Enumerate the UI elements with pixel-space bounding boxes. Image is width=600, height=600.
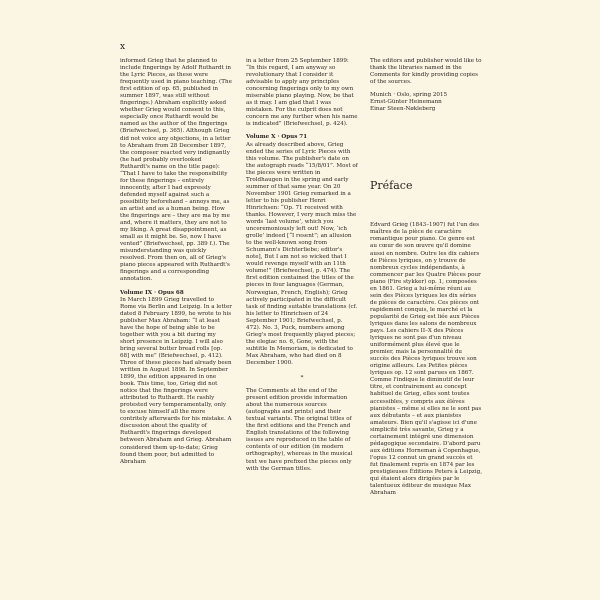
column-left xyxy=(120,58,232,466)
paragraph-acknowledgement: The editors and publisher would like to thank the libraries named in the Comments for kindly providing copies of the sources. xyxy=(370,58,482,86)
paragraph-comments: The Comments at the end of the present edition provide information about the numerous sources (autographs and prints) and their textual variants. The original titles of the first editions and the French and English translations of the following issues are reproduced in the table of contents of our edition (in modern orthography), whereas in the musical text we have prefixed the pieces only with the German titles. xyxy=(246,388,353,472)
paragraph-ruthardt-fingerings: informed Grieg that he planned to include fingerings by Adolf Ruthardt in the Lyric Pieces, as these were frequently used in piano teaching. (The first edition of op. 65, published in summer 1897, was still without fingerings.) Abraham explicitly asked whether Grieg would consent to this, especially once Ruthardt would be named as the author of the fingerings (Briefwechsel, p. 365). Although Grieg did not voice any objections, in a letter to Abraham from 28 December 1897, the composer reacted very indignantly (he had probably overlooked Ruthardt's name on the title page): “That I have to take the responsibility for these fingerings – entirely innocently, after I had expressly defended myself against such a possibility beforehand – annoys me, as an artist and as a human being. How the fingerings are – they are ma by me and, where it matters, they are not to my liking. A great disappointment, as small as it might be. So, now I have vented” (Briefwechsel, pp. 389 f.). The misunderstanding was quickly resolved. From then on, all of Grieg's piano pieces appeared with Ruthardt's fingerings and a corresponding annotation. xyxy=(120,58,232,283)
heading-volume-ix: Volume IX · Opus 68 xyxy=(120,289,184,296)
paragraph-preface-french: Edvard Grieg (1843–1907) fut l'un des maîtres de la pièce de caractère romantique pour piano. Ce genre est au cœur de son œuvre qu'il domine aussi en nombre. Outre les dix cahiers de Pièces lyriques, on y trouve de nombreux cycles indépendants, à commencer par les Quatre Pièces pour piano (Fire stykker) op. 1, composées en 1861. Grieg a lui-même réuni au sein des Pièces lyriques les dix séries de pièces de caractère. Ces pièces ont rapidement conquis, le marché et la popularité de Grieg est liée aux Pièces lyriques dans les salons de nombreux pays. Les cahiers II–X des Pièces lyriques ne sont pas d'un niveau uniformément plus élevé que le premier, mais la personnalité du succès des Pièces lyriques trouve son origine ailleurs. Les Petites pièces lyriques op. 12 sont parues en 1867. Comme l'indique le diminutif de leur titre, et contrairement au concept habituel de Grieg, elles sont toutes accessibles, y compris aux élèves pianistes – même si elles ne le sont pas aux débutants – et aux pianistes amateurs. Bien qu'il s'agisse ici d'une simplicité très savante, Grieg y a certainement intégré une dimension pédagogique secondaire. D'abord paru aux éditions Horneman à Copenhague, l'opus 12 connut un grand succès et fut finalement repris en 1874 par les prestigieuses Éditions Peters à Leipzig, qui étaient alors dirigées par le talentueux éditeur de musique Max Abraham xyxy=(370,222,483,497)
paragraph-letter-1899: in a letter from 25 September 1899: “In this regard, I am anyway so revolutionary that I consider it advisable to apply any principles concerning fingerings only to my own miserable piano playing. Now, be that as it may. I am glad that I was mistaken. For the culprit does not concern me any further when his name is indicated” (Briefwechsel, p. 424). xyxy=(246,58,358,128)
column-middle xyxy=(246,58,358,473)
page-number: x xyxy=(120,42,126,52)
section-separator: * xyxy=(300,375,304,382)
heading-volume-x: Volume X · Opus 71 xyxy=(246,134,308,141)
paragraph-opus-71: As already described above, Grieg ended the series of Lyric Pieces with this volume. The publisher's date on the autograph reads “15/8/01”. Most of the pieces were written in Troldhaugen in the spring and early summer of that same year. On 20 November 1901 Grieg remarked in a letter to his publisher Henri Hinrichsen: “Op. 71 received with thanks. However, I very much miss the words ‘last volume’, which you unceremoniously left out! Now, ‘ich grolle’ indeed [“I resent”; an allusion to the well-known song from Schumann's Dichterliebe; editor's note], But I am not so wicked that I would revenge myself with an 11th volume!” (Briefwechsel, p. 474). The first edition contained the titles of the pieces in four languages (German, Norwegian, French, English); Grieg actively participated in the difficult task of finding suitable translations (cf. his letter to Hinrichsen of 24 September 1901; Briefwechsel, p. 472). No. 3, Puck, numbers among Grieg's most frequently played pieces; the elegiac no. 6, Gone, with the subtitle In Memoriam, is dedicated to Max Abraham, who had died on 8 December 1900. xyxy=(246,141,358,366)
preface-title: Préface xyxy=(370,179,413,193)
paragraph-opus-68: In March 1899 Grieg travelled to Rome via Berlin and Leipzig. In a letter dated 8 February 1899, he wrote to his publisher Max Abraham: “I at least have the hope of being able to be together with you a bit during my short presence in Leipzig. I will also bring several butter bread rolls [op. 68] with me” (Briefwechsel, p. 412). Three of these pieces had already been written in August 1898. In September 1899, the edition appeared in one book. This time, too, Grieg did not notice that the fingerings were attributed to Ruthardt. He rashly protested very temperamentally, only to excuse himself all the more contritely afterwards for his mistake. A discussion about the quality of Ruthardt's fingerings developed between Abraham and Grieg. Abraham considered them up-to-date; Grieg found them poor, but admitted to Abraham xyxy=(120,296,232,465)
column-right xyxy=(370,58,482,497)
place-date: Munich · Oslo, spring 2015 xyxy=(370,92,448,99)
editor-name: Ernst-Günter Heinemann xyxy=(370,99,442,106)
editor-name: Einar Steen-Nøkleberg xyxy=(370,106,436,113)
